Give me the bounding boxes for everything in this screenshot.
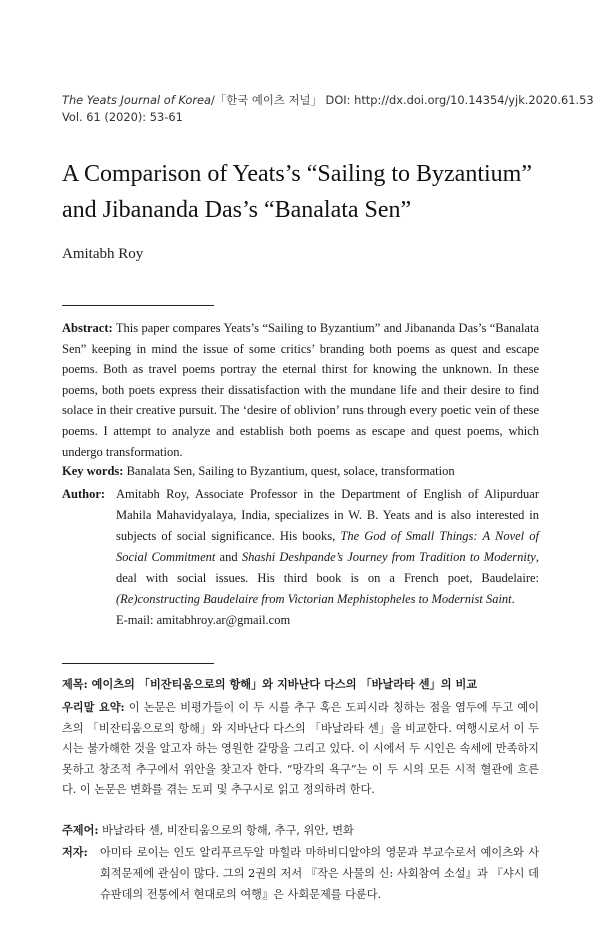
keywords-text: Banalata Sen, Sailing to Byzantium, quest, solace, transformation (123, 464, 455, 478)
journal-header (62, 92, 594, 126)
author-bio-part: and (215, 550, 242, 564)
author-email: E-mail: amitabhroy.ar@gmail.com (116, 613, 291, 627)
author-bio-text (116, 484, 539, 610)
article-author: Amitabh Roy (62, 246, 144, 262)
keywords-section (62, 462, 539, 480)
article-title-line-1: A Comparison of Yeats’s “Sailing to Byzantium” (62, 161, 532, 187)
korean-abstract (62, 697, 539, 801)
author-bio-part: , deal with social issues. His third book is on a French poet, Baudelaire: (116, 550, 539, 585)
author-bio-part: . (511, 592, 515, 606)
korean-abstract-label: 우리말 요약: (62, 700, 125, 714)
korean-title: 제목: 예이츠의 「비잔티움으로의 항해」와 지바난다 다스의 「바날라타 센」의 비교 (62, 677, 478, 691)
author-bio-section (62, 484, 539, 631)
korean-keywords-text: 바날라타 센, 비잔티움으로의 항해, 추구, 위안, 변화 (98, 824, 354, 837)
divider (62, 305, 214, 306)
journal-doi: /「한국 예이츠 저널」 DOI: http://dx.doi.org/10.14354/yjk.2020.61.53 (211, 93, 594, 107)
divider (62, 663, 214, 664)
korean-keywords-label: 주제어: (62, 823, 99, 837)
journal-name: The Yeats Journal of Korea (62, 93, 212, 107)
journal-volume: Vol. 61 (2020): 53-61 (62, 110, 183, 124)
abstract-section (62, 318, 539, 462)
korean-author (62, 842, 539, 905)
book-title: Shashi Deshpande’s Journey from Tradition to Modernity (241, 550, 536, 564)
author-bio-part: Amitabh Roy, Associate Professor in the Department of English of Alipurduar Mahila Mahavidyalaya, India, specializes in W. B. Yeats and is also interested in subjects of social significance. His books, (116, 487, 539, 543)
korean-author-text: 아미타 로이는 인도 알리푸르두알 마힐라 마하비디알야의 영문과 부교수로서 예이츠와 사회적문제에 관심이 많다. 그의 2권의 저서 『작은 사물의 신: 사회참여 소설』과 『샤시 데슈판데의 전통에서 현대로의 여행』은 사회문제를 다룬다. (100, 846, 539, 901)
article-title (62, 156, 562, 228)
abstract-text: This paper compares Yeats’s “Sailing to Byzantium” and Jibananda Das’s “Banalata Sen” keeping in mind the issue of some critics’ branding both poems as quest and escape poems. Both as travel poems portray the eternal thirst for knowing the unknown. In these poems, both poets express their dissatisfaction with the mundane life and their desire to find solace in their creative pursuit. The ‘desire of oblivion’ runs through every poetic vein of these poems. I attempt to analyze and establish both poems as escape and quest poems, which undergo transformation. (62, 321, 539, 459)
book-title: (Re)constructing Baudelaire from Victorian Mephistopheles to Modernist Saint (116, 592, 512, 606)
book-title: The God of Small Things: A Novel of Social Commitment (116, 529, 539, 564)
korean-abstract-text: 이 논문은 비평가들이 이 두 시를 추구 혹은 도피시라 칭하는 점을 염두에 두고 예이츠의 「비잔티움으로의 항해」와 지바난다 다스의 「바날라타 센」을 비교한다. 여행시로서 이 두 시는 불가해한 것을 알고자 하는 영원한 갈망을 그리고 있다. 이 시에서 두 시인은 속세에 만족하지 못하고 창조적 추구에서 위안을 찾고자 한다. “망각의 욕구”는 이 두 시의 모든 시적 혈관에 흐른다. 이 논문은 변화를 겪는 도피 및 추구시로 읽고 정의하려 한다. (62, 701, 539, 796)
article-title-line-2: and Jibananda Das’s “Banalata Sen” (62, 197, 412, 223)
journal-citation-line (62, 92, 594, 109)
abstract-label: Abstract: (62, 321, 113, 335)
korean-author-label: 저자: (62, 845, 88, 859)
keywords-label: Key words: (62, 464, 124, 478)
korean-keywords (62, 822, 539, 838)
author-bio-label: Author: (62, 487, 106, 501)
